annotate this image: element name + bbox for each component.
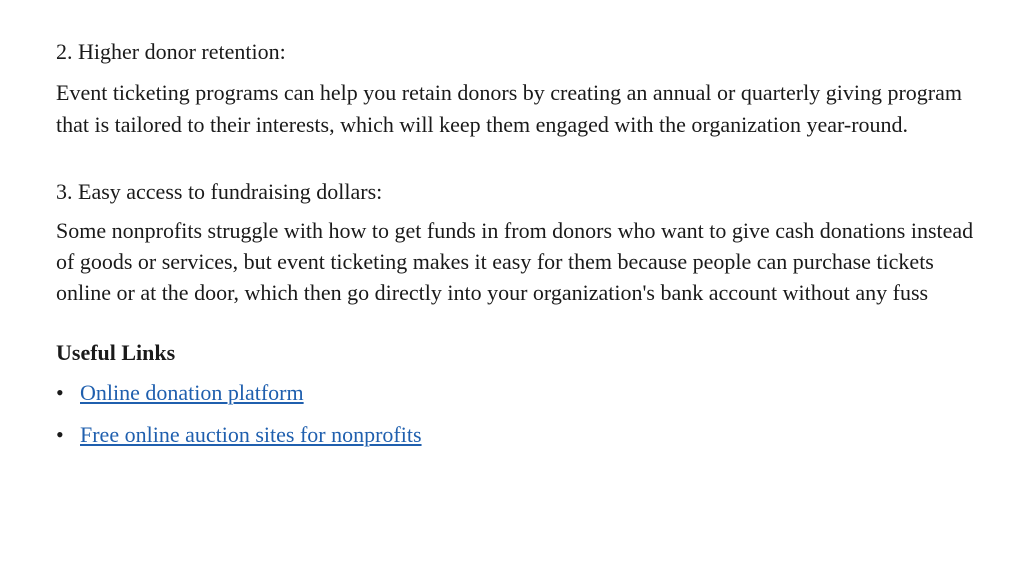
- section-body: Some nonprofits struggle with how to get funds in from donors who want to give cash donations instead of goods or services, but event ticketing makes it easy for them because people can purchase tickets online or at the door, which then go directly into your organization's bank account without any fuss: [56, 218, 974, 305]
- link-online-donation-platform[interactable]: Online donation platform: [80, 380, 304, 405]
- section-heading: 3. Easy access to fundraising dollars:: [56, 179, 383, 204]
- list-item: [56, 420, 976, 450]
- section-heading: 2. Higher donor retention:: [56, 39, 286, 64]
- list-item: [56, 378, 976, 408]
- document-page: [56, 37, 976, 462]
- bullet-icon: •: [56, 380, 64, 405]
- section-donor-retention: [56, 37, 976, 141]
- section-fundraising-dollars: [56, 177, 976, 308]
- link-free-online-auction-sites[interactable]: Free online auction sites for nonprofits: [80, 422, 422, 447]
- useful-links-list: [56, 378, 976, 450]
- section-body: Event ticketing programs can help you retain donors by creating an annual or quarterly giving program that is tailored to their interests, which will keep them engaged with the organization year-round.: [56, 80, 962, 137]
- useful-links-title: Useful Links: [56, 340, 176, 365]
- bullet-icon: •: [56, 422, 64, 447]
